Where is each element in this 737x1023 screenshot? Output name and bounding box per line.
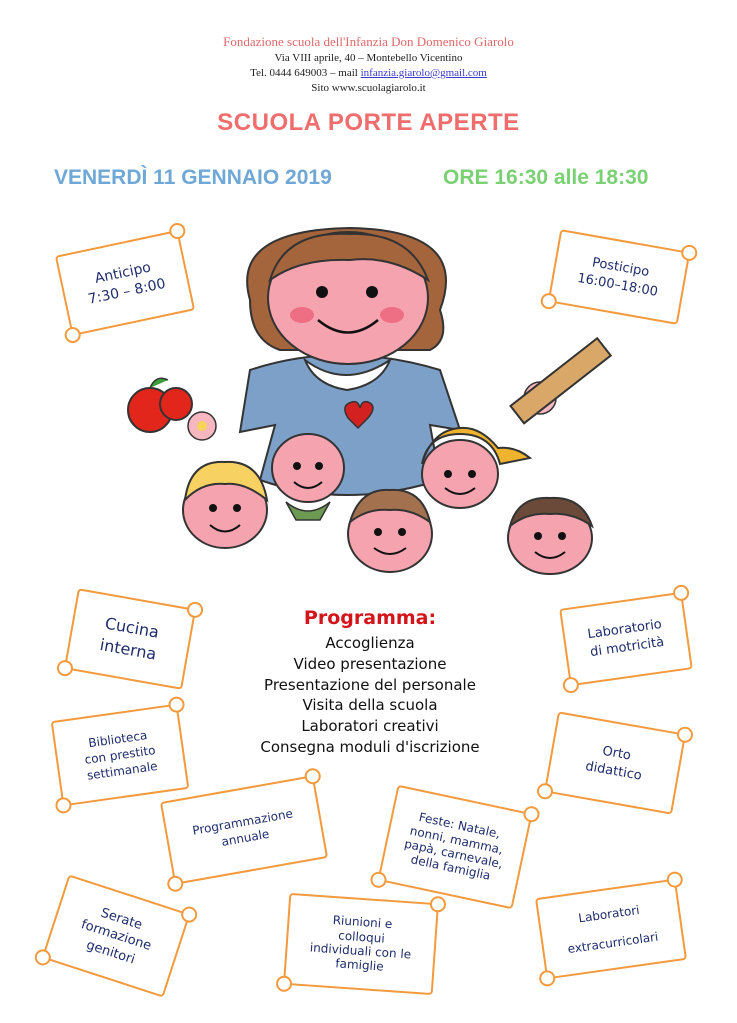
child-3 bbox=[348, 490, 432, 572]
programma-item: Laboratori creativi bbox=[301, 717, 439, 736]
scroll-laboratori-extra bbox=[535, 879, 687, 980]
teacher-cheek-left bbox=[290, 307, 314, 323]
foundation-name: Fondazione scuola dell'Infanzia Don Domenico Giarolo bbox=[223, 34, 514, 49]
scroll-anticipo-text: Anticipo 7:30 – 8:00 bbox=[86, 259, 168, 308]
programma-item: Visita della scuola bbox=[302, 696, 438, 715]
scroll-riunioni-text: Riunioni e colloqui individuali con le famiglie bbox=[309, 913, 412, 975]
email-link[interactable]: infanzia.giarolo@gmail.com bbox=[360, 67, 487, 79]
scroll-orto bbox=[544, 711, 686, 814]
scroll-serate-text: Serate formazione genitori bbox=[79, 905, 154, 968]
scroll-posticipo-text: Posticipo 16:00–18:00 bbox=[576, 255, 659, 300]
programma-item: Accoglienza bbox=[325, 634, 415, 652]
teacher-eye-right bbox=[366, 286, 378, 298]
scroll-riunioni bbox=[283, 893, 439, 995]
scroll-programmazione bbox=[160, 775, 328, 885]
child-1 bbox=[183, 462, 267, 548]
teacher-eye-left bbox=[316, 286, 328, 298]
scroll-feste bbox=[377, 785, 532, 910]
scroll-laboratorio-motricita-text: Laboratorio di motricità bbox=[586, 617, 666, 661]
website-text: Sito www.scuolagiarolo.it bbox=[311, 82, 426, 94]
programma-item: Presentazione del personale bbox=[264, 675, 476, 694]
programma-list bbox=[230, 633, 510, 758]
child-5 bbox=[508, 498, 592, 574]
scroll-biblioteca-text: Biblioteca con prestito settimanale bbox=[83, 727, 159, 783]
programma-title: Programma: bbox=[303, 607, 437, 629]
scroll-laboratorio-motricita bbox=[559, 592, 693, 686]
scroll-serate bbox=[42, 874, 191, 997]
programma-item: Consegna moduli d'iscrizione bbox=[260, 737, 480, 756]
scroll-cucina bbox=[64, 588, 196, 690]
child-4 bbox=[422, 428, 530, 508]
scroll-biblioteca bbox=[51, 704, 190, 807]
scroll-cucina-text: Cucina interna bbox=[98, 613, 161, 664]
ruler-icon bbox=[511, 338, 611, 423]
scroll-feste-text: Feste: Natale, nonni, mamma, papà, carnevale, della famiglia bbox=[403, 810, 505, 884]
scroll-laboratori-extra-text: Laboratori extracurricolari bbox=[566, 903, 660, 957]
event-date: VENERDÌ 11 GENNAIO 2019 bbox=[54, 166, 332, 189]
teacher-cheek-right bbox=[380, 307, 404, 323]
scroll-programmazione-text: Programmazione annuale bbox=[191, 806, 294, 849]
page-title: SCUOLA PORTE APERTE bbox=[217, 109, 520, 136]
event-time: ORE 16:30 alle 18:30 bbox=[443, 166, 649, 189]
teacher-children-illustration bbox=[110, 220, 620, 590]
scroll-orto-text: Orto didattico bbox=[584, 744, 643, 784]
school-address: Via VIII aprile, 40 – Montebello Vicentino bbox=[274, 52, 463, 64]
contact-line bbox=[0, 67, 737, 79]
phone-text: Tel. 0444 649003 – mail bbox=[250, 67, 361, 79]
child-2 bbox=[272, 434, 344, 520]
programma-item: Video presentazione bbox=[293, 654, 447, 673]
programma-section bbox=[230, 607, 510, 758]
